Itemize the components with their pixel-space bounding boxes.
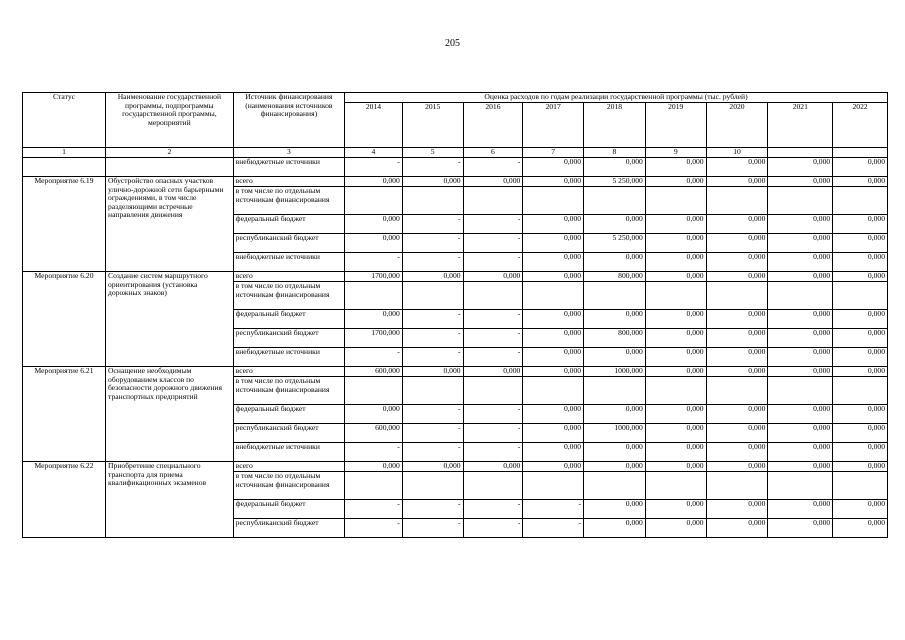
- source-cell: всего: [233, 462, 344, 472]
- column-number: 4: [345, 148, 403, 158]
- table-row: [23, 177, 888, 187]
- status-cell: [23, 158, 106, 177]
- source-cell: в том числе по отдельным источникам финансирования: [233, 187, 344, 215]
- value-cell: 800,000: [584, 329, 646, 348]
- value-cell: 0,000: [706, 424, 768, 443]
- value-cell: -: [463, 424, 523, 443]
- table-row: [23, 158, 888, 177]
- column-number: 1: [23, 148, 106, 158]
- value-cell: -: [402, 234, 463, 253]
- value-cell: 0,000: [523, 424, 584, 443]
- value-cell: 0,000: [584, 500, 646, 519]
- year-header-2020: 2020: [706, 103, 768, 148]
- source-cell: всего: [233, 272, 344, 282]
- value-cell: 0,000: [768, 424, 833, 443]
- value-cell: -: [345, 519, 403, 538]
- value-cell: [523, 377, 584, 405]
- value-cell: -: [402, 253, 463, 272]
- column-number: 5: [402, 148, 463, 158]
- value-cell: [463, 377, 523, 405]
- value-cell: 0,000: [523, 405, 584, 424]
- value-cell: 0,000: [523, 158, 584, 177]
- year-header-2014: 2014: [345, 103, 403, 148]
- value-cell: 0,000: [463, 462, 523, 472]
- value-cell: [706, 282, 768, 310]
- value-cell: 0,000: [645, 158, 706, 177]
- value-cell: [345, 187, 403, 215]
- source-cell: в том числе по отдельным источникам финансирования: [233, 282, 344, 310]
- value-cell: 0,000: [833, 443, 888, 462]
- value-cell: -: [463, 234, 523, 253]
- value-cell: [345, 282, 403, 310]
- value-cell: [584, 187, 646, 215]
- value-cell: 0,000: [833, 519, 888, 538]
- value-cell: 0,000: [706, 367, 768, 377]
- value-cell: 0,000: [584, 462, 646, 472]
- value-cell: -: [463, 253, 523, 272]
- value-cell: 0,000: [706, 500, 768, 519]
- source-cell: республиканский бюджет: [233, 329, 344, 348]
- value-cell: -: [463, 158, 523, 177]
- value-cell: 0,000: [463, 367, 523, 377]
- value-cell: 0,000: [402, 367, 463, 377]
- value-cell: [768, 187, 833, 215]
- year-header-2021: 2021: [768, 103, 833, 148]
- value-cell: 1700,000: [345, 329, 403, 348]
- value-cell: 800,000: [584, 272, 646, 282]
- value-cell: [402, 282, 463, 310]
- year-header-2016: 2016: [463, 103, 523, 148]
- page-number: 205: [445, 38, 460, 49]
- value-cell: -: [402, 424, 463, 443]
- source-cell: внебюджетные источники: [233, 348, 344, 367]
- value-cell: 0,000: [523, 253, 584, 272]
- year-header-2015: 2015: [402, 103, 463, 148]
- activity-status: Мероприятие 6.22: [23, 462, 106, 538]
- value-cell: -: [402, 405, 463, 424]
- value-cell: -: [463, 443, 523, 462]
- value-cell: 0,000: [833, 177, 888, 187]
- source-cell: республиканский бюджет: [233, 234, 344, 253]
- year-header-2018: 2018: [584, 103, 646, 148]
- value-cell: -: [345, 158, 403, 177]
- value-cell: [768, 377, 833, 405]
- value-cell: 0,000: [833, 348, 888, 367]
- value-cell: 0,000: [645, 405, 706, 424]
- value-cell: 0,000: [402, 272, 463, 282]
- value-cell: [523, 187, 584, 215]
- value-cell: -: [402, 310, 463, 329]
- value-cell: -: [402, 158, 463, 177]
- value-cell: -: [463, 500, 523, 519]
- value-cell: [706, 472, 768, 500]
- value-cell: [402, 377, 463, 405]
- value-cell: 0,000: [345, 177, 403, 187]
- source-cell: республиканский бюджет: [233, 424, 344, 443]
- value-cell: 1000,000: [584, 367, 646, 377]
- value-cell: [645, 472, 706, 500]
- value-cell: 0,000: [645, 519, 706, 538]
- value-cell: 0,000: [523, 177, 584, 187]
- value-cell: -: [402, 329, 463, 348]
- activity-status: Мероприятие 6.19: [23, 177, 106, 272]
- value-cell: 0,000: [833, 329, 888, 348]
- value-cell: -: [345, 253, 403, 272]
- value-cell: [463, 472, 523, 500]
- value-cell: 0,000: [706, 329, 768, 348]
- value-cell: 0,000: [402, 177, 463, 187]
- value-cell: [584, 282, 646, 310]
- value-cell: 0,000: [645, 348, 706, 367]
- source-cell: республиканский бюджет: [233, 519, 344, 538]
- value-cell: 0,000: [523, 348, 584, 367]
- value-cell: 0,000: [833, 405, 888, 424]
- table-row: [23, 367, 888, 377]
- source-cell: федеральный бюджет: [233, 310, 344, 329]
- value-cell: 0,000: [645, 424, 706, 443]
- activity-status: Мероприятие 6.20: [23, 272, 106, 367]
- value-cell: 0,000: [833, 310, 888, 329]
- value-cell: 0,000: [345, 215, 403, 234]
- value-cell: 0,000: [768, 500, 833, 519]
- value-cell: 0,000: [768, 329, 833, 348]
- value-cell: 5 250,000: [584, 234, 646, 253]
- value-cell: 0,000: [584, 443, 646, 462]
- value-cell: 0,000: [645, 272, 706, 282]
- value-cell: -: [402, 443, 463, 462]
- value-cell: 0,000: [768, 177, 833, 187]
- value-cell: [402, 187, 463, 215]
- source-cell: в том числе по отдельным источникам финансирования: [233, 472, 344, 500]
- source-cell: всего: [233, 177, 344, 187]
- value-cell: 0,000: [768, 158, 833, 177]
- budget-table: [22, 92, 888, 538]
- value-cell: [833, 282, 888, 310]
- table-row: [23, 462, 888, 472]
- value-cell: 0,000: [523, 215, 584, 234]
- activity-status: Мероприятие 6.21: [23, 367, 106, 462]
- value-cell: 600,000: [345, 424, 403, 443]
- value-cell: 0,000: [523, 272, 584, 282]
- value-cell: 0,000: [833, 462, 888, 472]
- value-cell: 0,000: [768, 519, 833, 538]
- activity-name: Создание систем маршрутного ориентирования (установка дорожных знаков): [106, 272, 234, 367]
- column-number: 10: [706, 148, 768, 158]
- header-estimate: Оценка расходов по годам реализации государственной программы (тыс. рублей): [345, 93, 888, 103]
- value-cell: [345, 472, 403, 500]
- value-cell: 0,000: [584, 519, 646, 538]
- source-cell: в том числе по отдельным источникам финансирования: [233, 377, 344, 405]
- value-cell: 0,000: [706, 310, 768, 329]
- value-cell: 0,000: [706, 234, 768, 253]
- value-cell: -: [523, 519, 584, 538]
- column-number: [768, 148, 833, 158]
- value-cell: 0,000: [833, 253, 888, 272]
- source-cell: федеральный бюджет: [233, 405, 344, 424]
- value-cell: 0,000: [463, 177, 523, 187]
- value-cell: 0,000: [706, 215, 768, 234]
- value-cell: -: [402, 215, 463, 234]
- value-cell: 0,000: [768, 443, 833, 462]
- value-cell: 0,000: [768, 272, 833, 282]
- value-cell: 0,000: [584, 253, 646, 272]
- activity-name: Приобретение специального транспорта для приема квалификационных экзаменов: [106, 462, 234, 538]
- header-source: Источник финансирования (наименования источников финансирования): [233, 93, 344, 148]
- year-header-2019: 2019: [645, 103, 706, 148]
- value-cell: 0,000: [523, 310, 584, 329]
- source-cell: федеральный бюджет: [233, 500, 344, 519]
- value-cell: 1000,000: [584, 424, 646, 443]
- value-cell: 0,000: [584, 405, 646, 424]
- value-cell: 0,000: [645, 253, 706, 272]
- source-cell: внебюджетные источники: [233, 253, 344, 272]
- value-cell: 0,000: [345, 234, 403, 253]
- value-cell: 0,000: [706, 462, 768, 472]
- value-cell: 0,000: [584, 310, 646, 329]
- value-cell: 0,000: [645, 500, 706, 519]
- value-cell: 0,000: [706, 443, 768, 462]
- value-cell: 0,000: [584, 348, 646, 367]
- value-cell: 0,000: [706, 519, 768, 538]
- column-number: 3: [233, 148, 344, 158]
- value-cell: [463, 282, 523, 310]
- value-cell: 0,000: [645, 215, 706, 234]
- value-cell: [523, 282, 584, 310]
- value-cell: 0,000: [523, 329, 584, 348]
- value-cell: 0,000: [706, 253, 768, 272]
- column-number: 6: [463, 148, 523, 158]
- value-cell: -: [463, 519, 523, 538]
- value-cell: 0,000: [833, 500, 888, 519]
- value-cell: 0,000: [768, 215, 833, 234]
- value-cell: 0,000: [584, 215, 646, 234]
- column-number: 7: [523, 148, 584, 158]
- value-cell: -: [402, 500, 463, 519]
- value-cell: -: [463, 405, 523, 424]
- value-cell: -: [345, 348, 403, 367]
- value-cell: 0,000: [833, 424, 888, 443]
- value-cell: [768, 282, 833, 310]
- value-cell: 0,000: [768, 310, 833, 329]
- value-cell: 0,000: [345, 405, 403, 424]
- value-cell: 0,000: [706, 158, 768, 177]
- value-cell: 0,000: [402, 462, 463, 472]
- value-cell: 0,000: [463, 272, 523, 282]
- value-cell: 0,000: [768, 348, 833, 367]
- value-cell: 0,000: [645, 443, 706, 462]
- value-cell: 0,000: [768, 234, 833, 253]
- value-cell: [645, 282, 706, 310]
- value-cell: [768, 472, 833, 500]
- value-cell: [402, 472, 463, 500]
- value-cell: [833, 472, 888, 500]
- value-cell: 0,000: [645, 462, 706, 472]
- value-cell: [706, 187, 768, 215]
- value-cell: [584, 377, 646, 405]
- header-status: Статус: [23, 93, 106, 148]
- value-cell: 0,000: [706, 405, 768, 424]
- value-cell: 0,000: [833, 272, 888, 282]
- value-cell: 0,000: [523, 367, 584, 377]
- value-cell: 0,000: [706, 177, 768, 187]
- value-cell: [833, 187, 888, 215]
- value-cell: -: [463, 215, 523, 234]
- column-number: 2: [106, 148, 234, 158]
- column-number: [833, 148, 888, 158]
- value-cell: [645, 187, 706, 215]
- value-cell: 0,000: [523, 443, 584, 462]
- value-cell: 0,000: [645, 310, 706, 329]
- value-cell: 0,000: [645, 329, 706, 348]
- column-number: 8: [584, 148, 646, 158]
- value-cell: 0,000: [768, 367, 833, 377]
- value-cell: [523, 472, 584, 500]
- name-cell: [106, 158, 234, 177]
- column-number: 9: [645, 148, 706, 158]
- value-cell: -: [402, 348, 463, 367]
- value-cell: [645, 377, 706, 405]
- value-cell: 0,000: [768, 462, 833, 472]
- value-cell: [345, 377, 403, 405]
- value-cell: 0,000: [768, 405, 833, 424]
- year-header-2022: 2022: [833, 103, 888, 148]
- source-cell: всего: [233, 367, 344, 377]
- value-cell: -: [402, 519, 463, 538]
- source-cell: федеральный бюджет: [233, 215, 344, 234]
- year-header-2017: 2017: [523, 103, 584, 148]
- header-name: Наименование государственной программы, подпрограммы государственной программы, мероприятий: [106, 93, 234, 148]
- value-cell: 0,000: [584, 158, 646, 177]
- value-cell: 5 250,000: [584, 177, 646, 187]
- value-cell: 0,000: [833, 234, 888, 253]
- value-cell: 0,000: [345, 310, 403, 329]
- value-cell: 0,000: [523, 234, 584, 253]
- source-cell: внебюджетные источники: [233, 443, 344, 462]
- value-cell: 0,000: [833, 367, 888, 377]
- value-cell: 0,000: [833, 215, 888, 234]
- activity-name: Обустройство опасных участков улично-дорожной сети барьерными ограждениями, в том числе разделяющими встречные направления движения: [106, 177, 234, 272]
- value-cell: 0,000: [345, 462, 403, 472]
- value-cell: 0,000: [706, 348, 768, 367]
- value-cell: -: [463, 310, 523, 329]
- value-cell: -: [345, 500, 403, 519]
- value-cell: -: [523, 500, 584, 519]
- value-cell: [833, 377, 888, 405]
- value-cell: [706, 377, 768, 405]
- value-cell: 600,000: [345, 367, 403, 377]
- value-cell: -: [463, 348, 523, 367]
- value-cell: [463, 187, 523, 215]
- table-row: [23, 272, 888, 282]
- value-cell: 0,000: [523, 462, 584, 472]
- source-cell: внебюджетные источники: [233, 158, 344, 177]
- value-cell: 0,000: [768, 253, 833, 272]
- value-cell: 1700,000: [345, 272, 403, 282]
- value-cell: 0,000: [706, 272, 768, 282]
- value-cell: 0,000: [645, 177, 706, 187]
- value-cell: 0,000: [833, 158, 888, 177]
- activity-name: Оснащение необходимым оборудованием классов по безопасности дорожного движения транспортных предприятий: [106, 367, 234, 462]
- value-cell: -: [345, 443, 403, 462]
- value-cell: 0,000: [645, 367, 706, 377]
- value-cell: [584, 472, 646, 500]
- value-cell: 0,000: [645, 234, 706, 253]
- value-cell: -: [463, 329, 523, 348]
